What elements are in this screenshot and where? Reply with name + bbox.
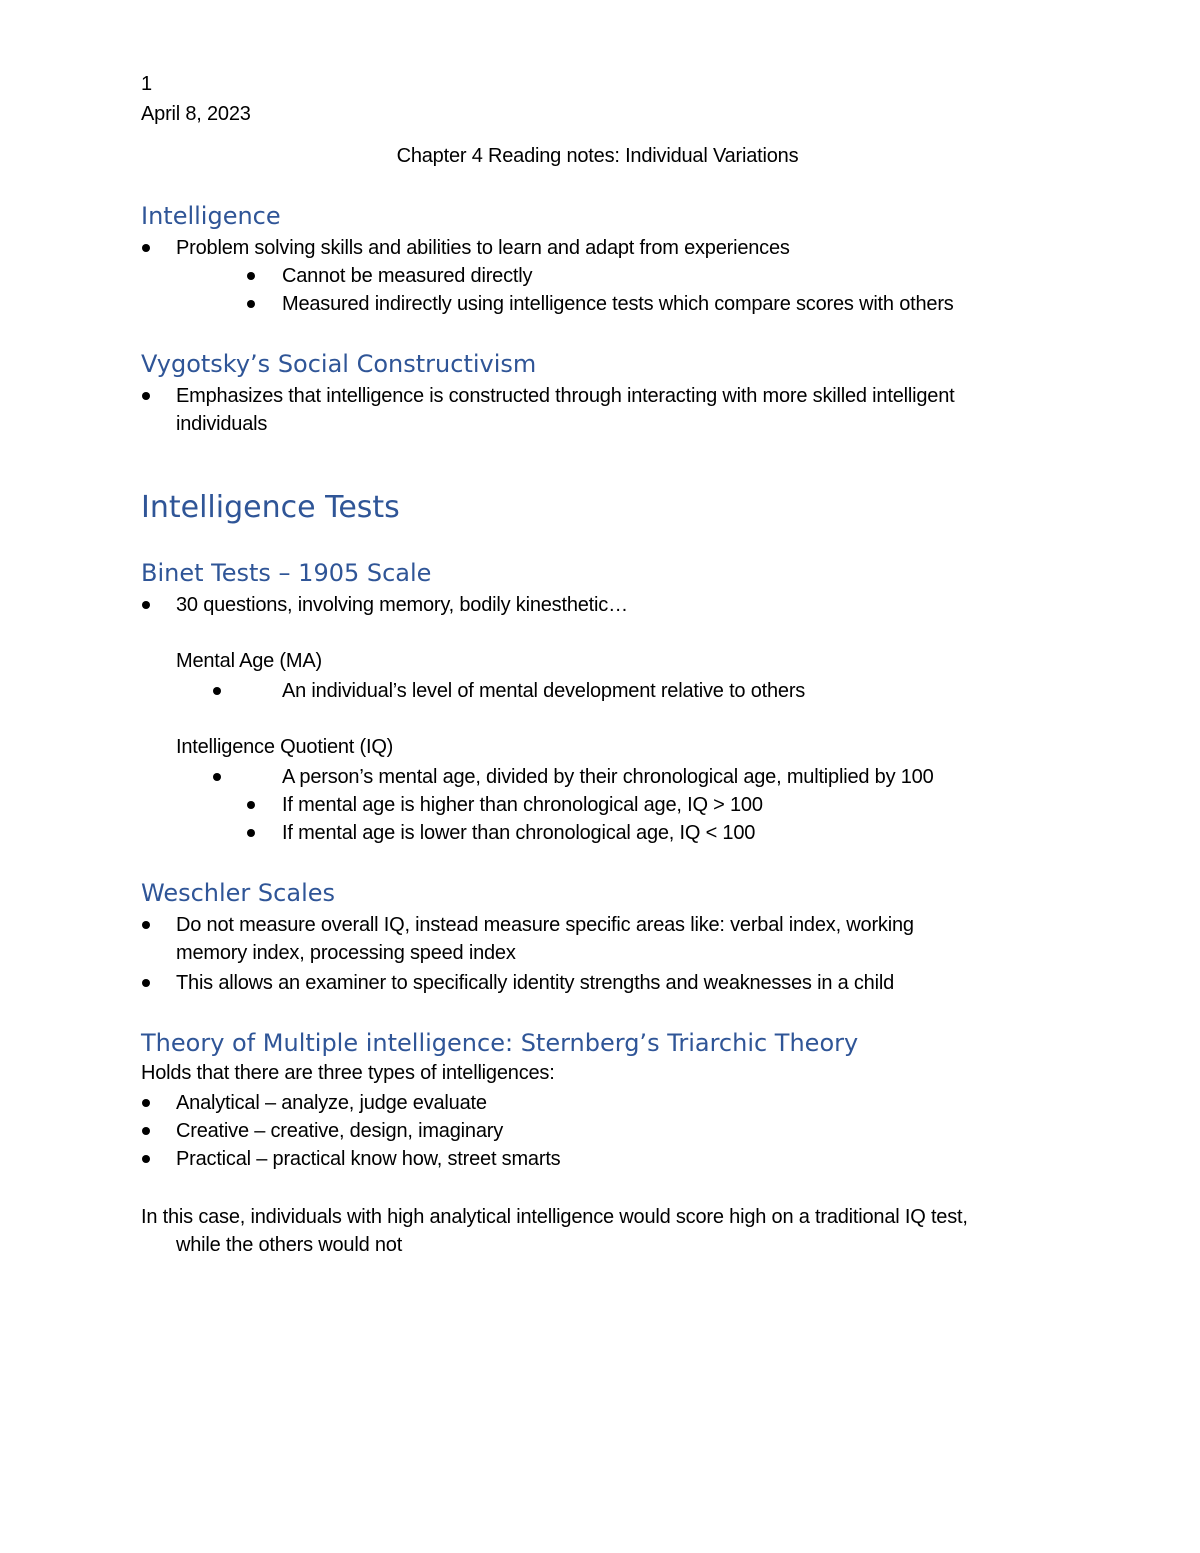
page-number: 1 [141, 73, 152, 95]
list-item: A person’s mental age, divided by their chronological age, multiplied by 100 [282, 766, 934, 788]
conclusion-text: In this case, individuals with high analytical intelligence would score high on a traditional IQ test, [141, 1206, 968, 1228]
bullet-icon [142, 979, 150, 987]
bullet-icon [142, 244, 150, 252]
bullet-icon [213, 773, 221, 781]
bullet-icon [142, 1127, 150, 1135]
list-item-continuation: individuals [176, 413, 268, 435]
list-item: Creative – creative, design, imaginary [176, 1120, 503, 1142]
bullet-icon [142, 1155, 150, 1163]
heading-weschler: Weschler Scales [141, 879, 336, 907]
mental-age-label: Mental Age (MA) [176, 650, 322, 672]
list-item: 30 questions, involving memory, bodily kinesthetic… [176, 594, 628, 616]
heading-vygotsky: Vygotsky’s Social Constructivism [141, 350, 537, 378]
list-item: If mental age is higher than chronological age, IQ > 100 [282, 794, 763, 816]
bullet-icon [142, 921, 150, 929]
document-title: Chapter 4 Reading notes: Individual Variations [396, 145, 799, 167]
conclusion-text-continuation: while the others would not [176, 1234, 403, 1256]
list-item: Measured indirectly using intelligence tests which compare scores with others [282, 293, 954, 315]
sternberg-intro: Holds that there are three types of intelligences: [141, 1062, 555, 1084]
list-item: Analytical – analyze, judge evaluate [176, 1092, 487, 1114]
list-item: This allows an examiner to specifically identity strengths and weaknesses in a child [176, 972, 895, 994]
list-item: If mental age is lower than chronological age, IQ < 100 [282, 822, 756, 844]
bullet-icon [247, 801, 255, 809]
document-date: April 8, 2023 [141, 103, 251, 125]
bullet-icon [247, 272, 255, 280]
list-item: Emphasizes that intelligence is constructed through interacting with more skilled intelligent [176, 385, 955, 407]
heading-intelligence: Intelligence [141, 202, 281, 230]
list-item-continuation: memory index, processing speed index [176, 942, 516, 964]
bullet-icon [142, 392, 150, 400]
heading-intelligence-tests: Intelligence Tests [141, 490, 400, 525]
heading-binet: Binet Tests – 1905 Scale [141, 559, 432, 587]
list-item: Practical – practical know how, street smarts [176, 1148, 561, 1170]
list-item: Do not measure overall IQ, instead measure specific areas like: verbal index, working [176, 914, 914, 936]
iq-label: Intelligence Quotient (IQ) [176, 736, 394, 758]
list-item: Problem solving skills and abilities to learn and adapt from experiences [176, 237, 790, 259]
list-item: An individual’s level of mental development relative to others [282, 680, 806, 702]
bullet-icon [142, 601, 150, 609]
bullet-icon [247, 300, 255, 308]
bullet-icon [213, 687, 221, 695]
bullet-icon [247, 829, 255, 837]
heading-sternberg: Theory of Multiple intelligence: Sternberg’s Triarchic Theory [141, 1029, 859, 1057]
bullet-icon [142, 1099, 150, 1107]
list-item: Cannot be measured directly [282, 265, 533, 287]
